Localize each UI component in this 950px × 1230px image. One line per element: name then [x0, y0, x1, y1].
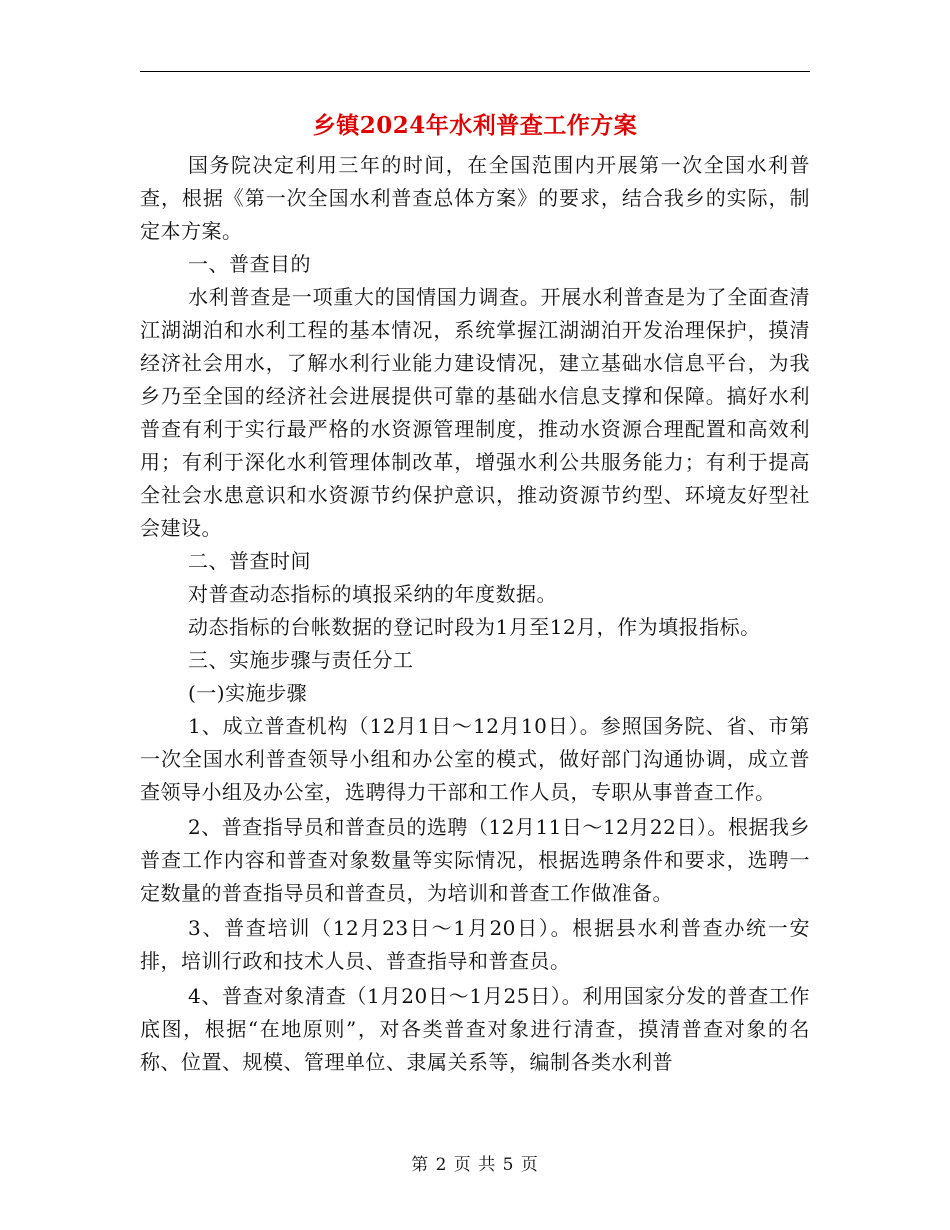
- section-heading-purpose: 一、普查目的: [188, 252, 311, 276]
- paragraph-step-3: 3、普查培训（12月23日～1月20日）。根据县水利普查办统一安排，培训行政和技术人员、普查指导和普查员。: [140, 916, 810, 973]
- paragraph-step-2: 2、普查指导员和普查员的选聘（12月11日～12月22日）。根据我乡普查工作内容和普查对象数量等实际情况，根据选聘条件和要求，选聘一定数量的普查指导员和普查员，为培训和普查工作做准备。: [140, 815, 810, 905]
- paragraph-time-2: 动态指标的台帐数据的登记时段为1月至12月，作为填报指标。: [188, 615, 761, 639]
- paragraph-purpose: 水利普查是一项重大的国情国力调查。开展水利普查是为了全面查清江湖湖泊和水利工程的基本情况，系统掌握江湖湖泊开发治理保护，摸清经济社会用水，了解水利行业能力建设情况，建立基础水信息平台，为我乡乃至全国的经济社会进展提供可靠的基础水信息支撑和保障。搞好水利普查有利于实行最严格的水资源管理制度，推动水资源合理配置和高效利用；有利于深化水利管理体制改革，增强水利公共服务能力；有利于提高全社会水患意识和水资源节约保护意识，推动资源节约型、环境友好型社会建设。: [140, 285, 810, 540]
- header-rule: [140, 71, 810, 72]
- section-heading-steps: 三、实施步骤与责任分工: [188, 648, 414, 672]
- paragraph-step-4: 4、普查对象清查（1月20日～1月25日）。利用国家分发的普查工作底图，根据“在地原则”，对各类普查对象进行清查，摸清普查对象的名称、位置、规模、管理单位、隶属关系等，编制各类水利普: [140, 984, 810, 1074]
- subsection-heading-steps: (一)实施步骤: [188, 681, 308, 705]
- paragraph-intro: 国务院决定利用三年的时间，在全国范围内开展第一次全国水利普查，根据《第一次全国水利普查总体方案》的要求，结合我乡的实际，制定本方案。: [140, 153, 810, 243]
- page-number-footer: 第 2 页 共 5 页: [411, 1155, 539, 1175]
- paragraph-step-1: 1、成立普查机构（12月1日～12月10日）。参照国务院、省、市第一次全国水利普查领导小组和办公室的模式，做好部门沟通协调，成立普查领导小组及办公室，选聘得力干部和工作人员，专职从事普查工作。: [140, 714, 810, 804]
- section-heading-time: 二、普查时间: [188, 549, 311, 573]
- document-title: 乡镇2024年水利普查工作方案: [312, 112, 638, 139]
- paragraph-time-1: 对普查动态指标的填报采纳的年度数据。: [188, 582, 557, 606]
- document-body: [140, 149, 810, 1079]
